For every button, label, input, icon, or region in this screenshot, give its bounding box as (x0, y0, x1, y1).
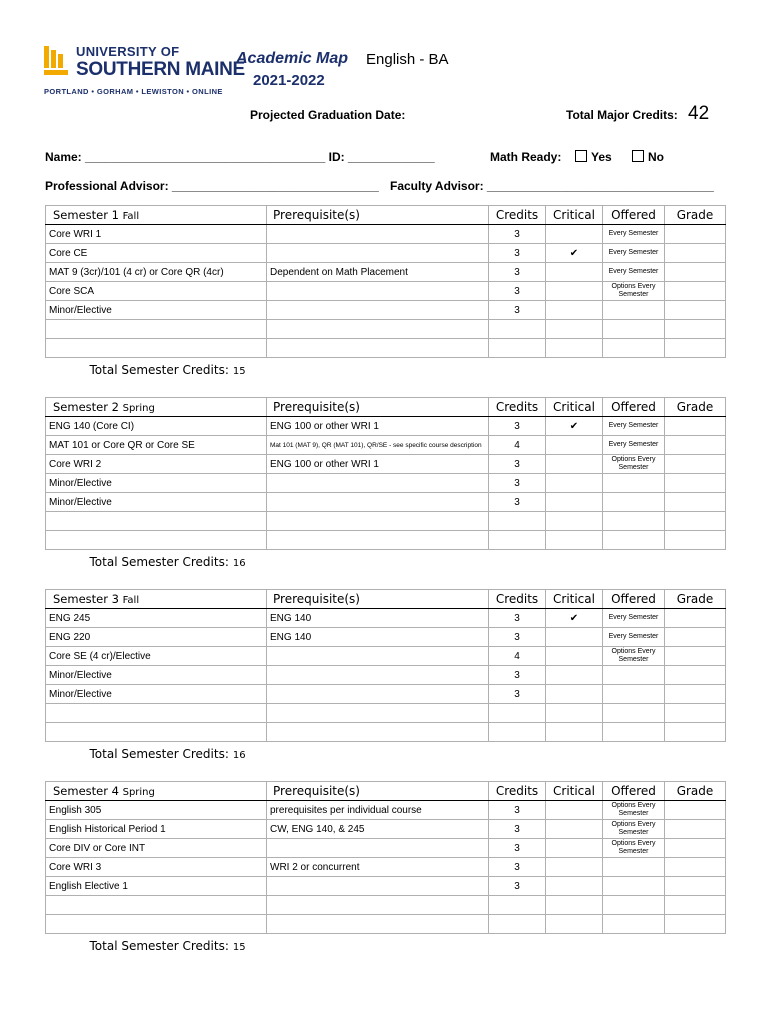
course-critical[interactable] (546, 493, 603, 512)
course-row (46, 839, 726, 858)
course-credits[interactable]: 3 (489, 858, 546, 877)
grade-header: Grade (665, 206, 726, 225)
course-critical[interactable] (546, 225, 603, 244)
course-grade[interactable] (665, 339, 726, 358)
course-offered[interactable] (603, 474, 665, 493)
course-name[interactable]: Minor/Elective (46, 685, 267, 704)
course-offered[interactable] (603, 877, 665, 896)
course-offered[interactable]: Every Semester (603, 436, 665, 455)
course-grade[interactable] (665, 628, 726, 647)
course-prereq[interactable]: WRI 2 or concurrent (267, 858, 489, 877)
course-credits[interactable] (489, 339, 546, 358)
course-name[interactable]: MAT 9 (3cr)/101 (4 cr) or Core QR (4cr) (46, 263, 267, 282)
course-credits[interactable]: 3 (489, 685, 546, 704)
course-name[interactable]: Core WRI 3 (46, 858, 267, 877)
course-name[interactable]: Minor/Elective (46, 666, 267, 685)
course-grade[interactable] (665, 647, 726, 666)
total-semester-credits-value: 16 (232, 558, 246, 569)
course-name[interactable]: English Elective 1 (46, 877, 267, 896)
course-critical[interactable]: ✔ (546, 417, 603, 436)
course-critical[interactable] (546, 282, 603, 301)
course-prereq[interactable] (267, 493, 489, 512)
course-name[interactable]: Minor/Elective (46, 493, 267, 512)
course-grade[interactable] (665, 531, 726, 550)
math-ready-yes[interactable] (575, 150, 612, 164)
course-grade[interactable] (665, 877, 726, 896)
credits-header: Credits (489, 398, 546, 417)
course-credits[interactable]: 3 (489, 839, 546, 858)
course-row (46, 896, 726, 915)
prereq-header: Prerequisite(s) (267, 590, 489, 609)
course-offered[interactable]: Every Semester (603, 609, 665, 628)
offered-header: Offered (603, 398, 665, 417)
course-grade[interactable] (665, 858, 726, 877)
course-offered[interactable]: Options Every Semester (603, 282, 665, 301)
course-name[interactable]: Core WRI 1 (46, 225, 267, 244)
course-grade[interactable] (665, 915, 726, 934)
projected-grad-label: Projected Graduation Date: (250, 108, 406, 122)
grade-header: Grade (665, 782, 726, 801)
course-offered[interactable] (603, 915, 665, 934)
course-name[interactable]: ENG 245 (46, 609, 267, 628)
course-prereq[interactable]: ENG 140 (267, 628, 489, 647)
course-row (46, 915, 726, 934)
course-critical[interactable] (546, 723, 603, 742)
course-prereq[interactable] (267, 531, 489, 550)
course-critical[interactable] (546, 839, 603, 858)
course-credits[interactable]: 4 (489, 436, 546, 455)
total-semester-credits-label: Total Semester Credits: (89, 747, 229, 761)
course-prereq[interactable] (267, 896, 489, 915)
prereq-header: Prerequisite(s) (267, 398, 489, 417)
course-grade[interactable] (665, 820, 726, 839)
course-name[interactable] (46, 723, 267, 742)
course-critical[interactable] (546, 647, 603, 666)
course-name[interactable]: ENG 140 (Core CI) (46, 417, 267, 436)
course-offered[interactable] (603, 896, 665, 915)
course-grade[interactable] (665, 685, 726, 704)
course-critical[interactable] (546, 301, 603, 320)
course-prereq[interactable]: CW, ENG 140, & 245 (267, 820, 489, 839)
course-name[interactable]: Core SCA (46, 282, 267, 301)
total-semester-credits-value: 16 (232, 750, 246, 761)
semester-label: Semester 1 (53, 208, 119, 222)
course-credits[interactable] (489, 896, 546, 915)
semester-total-row (46, 742, 726, 764)
course-offered[interactable]: Options Every Semester (603, 647, 665, 666)
critical-header: Critical (546, 206, 603, 225)
course-row (46, 244, 726, 263)
math-ready-no[interactable] (632, 150, 664, 164)
total-major-credits-value: 42 (688, 103, 710, 124)
course-grade[interactable] (665, 417, 726, 436)
course-prereq[interactable] (267, 339, 489, 358)
course-row (46, 493, 726, 512)
course-offered[interactable] (603, 704, 665, 723)
course-row (46, 704, 726, 723)
course-offered[interactable]: Options Every Semester (603, 839, 665, 858)
course-name[interactable] (46, 896, 267, 915)
course-prereq[interactable]: Mat 101 (MAT 9), QR (MAT 101), QR/SE - see specific course description (267, 436, 489, 455)
no-checkbox[interactable] (632, 150, 644, 162)
course-credits[interactable]: 4 (489, 647, 546, 666)
course-credits[interactable]: 3 (489, 609, 546, 628)
course-grade[interactable] (665, 512, 726, 531)
course-name[interactable]: English Historical Period 1 (46, 820, 267, 839)
semester-label: Semester 3 (53, 592, 119, 606)
course-offered[interactable] (603, 723, 665, 742)
course-offered[interactable] (603, 858, 665, 877)
course-grade[interactable] (665, 493, 726, 512)
course-credits[interactable]: 3 (489, 225, 546, 244)
course-credits[interactable] (489, 723, 546, 742)
course-critical[interactable] (546, 474, 603, 493)
course-critical[interactable] (546, 666, 603, 685)
course-prereq[interactable] (267, 685, 489, 704)
course-prereq[interactable] (267, 647, 489, 666)
semester-total-row (46, 358, 726, 380)
course-row (46, 282, 726, 301)
name-id-line[interactable]: Name: ____________________________________ ID: _____________ (45, 150, 435, 164)
course-name[interactable]: Core WRI 2 (46, 455, 267, 474)
semester-3-table (45, 589, 726, 763)
course-critical[interactable] (546, 512, 603, 531)
course-row (46, 820, 726, 839)
math-ready-label: Math Ready: (490, 150, 562, 164)
course-row (46, 685, 726, 704)
course-credits[interactable] (489, 512, 546, 531)
course-name[interactable]: Core DIV or Core INT (46, 839, 267, 858)
course-row (46, 263, 726, 282)
total-semester-credits-label: Total Semester Credits: (89, 939, 229, 953)
course-grade[interactable] (665, 609, 726, 628)
course-critical[interactable] (546, 628, 603, 647)
course-grade[interactable] (665, 455, 726, 474)
course-prereq[interactable] (267, 877, 489, 896)
grade-header: Grade (665, 590, 726, 609)
course-grade[interactable] (665, 225, 726, 244)
course-critical[interactable] (546, 320, 603, 339)
usm-logo-icon (44, 46, 68, 80)
course-prereq[interactable] (267, 915, 489, 934)
course-name[interactable] (46, 512, 267, 531)
total-semester-credits-value: 15 (232, 366, 246, 377)
course-credits[interactable] (489, 320, 546, 339)
course-grade[interactable] (665, 282, 726, 301)
course-credits[interactable] (489, 915, 546, 934)
critical-header: Critical (546, 782, 603, 801)
course-row (46, 858, 726, 877)
course-row (46, 301, 726, 320)
semester-term: Spring (122, 787, 155, 798)
semester-term: Fall (122, 595, 140, 606)
total-semester-credits-label: Total Semester Credits: (89, 363, 229, 377)
logo-southern-maine: SOUTHERN MAINE (76, 59, 245, 80)
course-prereq[interactable]: Dependent on Math Placement (267, 263, 489, 282)
program-name: English - BA (366, 51, 449, 68)
course-critical[interactable] (546, 455, 603, 474)
course-grade[interactable] (665, 839, 726, 858)
prereq-header: Prerequisite(s) (267, 206, 489, 225)
course-credits[interactable]: 3 (489, 417, 546, 436)
course-critical[interactable]: ✔ (546, 244, 603, 263)
course-prereq[interactable] (267, 282, 489, 301)
course-critical[interactable] (546, 877, 603, 896)
course-critical[interactable] (546, 820, 603, 839)
course-grade[interactable] (665, 301, 726, 320)
course-offered[interactable] (603, 512, 665, 531)
course-row (46, 723, 726, 742)
course-critical[interactable] (546, 915, 603, 934)
course-grade[interactable] (665, 704, 726, 723)
course-offered[interactable] (603, 301, 665, 320)
course-critical[interactable] (546, 685, 603, 704)
credits-header: Credits (489, 782, 546, 801)
critical-header: Critical (546, 590, 603, 609)
semester-title (46, 590, 267, 609)
course-credits[interactable]: 3 (489, 666, 546, 685)
course-row (46, 647, 726, 666)
critical-header: Critical (546, 398, 603, 417)
course-offered[interactable] (603, 531, 665, 550)
course-name[interactable] (46, 704, 267, 723)
yes-checkbox[interactable] (575, 150, 587, 162)
semester-total-row (46, 934, 726, 956)
course-credits[interactable]: 3 (489, 801, 546, 820)
course-name[interactable]: ENG 220 (46, 628, 267, 647)
course-row (46, 339, 726, 358)
course-prereq[interactable] (267, 320, 489, 339)
course-prereq[interactable]: ENG 100 or other WRI 1 (267, 455, 489, 474)
course-credits[interactable]: 3 (489, 493, 546, 512)
course-prereq[interactable]: ENG 100 or other WRI 1 (267, 417, 489, 436)
course-offered[interactable] (603, 339, 665, 358)
course-offered[interactable]: Options Every Semester (603, 820, 665, 839)
grade-header: Grade (665, 398, 726, 417)
course-row (46, 609, 726, 628)
course-credits[interactable]: 3 (489, 474, 546, 493)
course-offered[interactable]: Every Semester (603, 244, 665, 263)
course-prereq[interactable] (267, 723, 489, 742)
course-credits[interactable]: 3 (489, 282, 546, 301)
semester-1-table (45, 205, 726, 379)
course-offered[interactable]: Options Every Semester (603, 801, 665, 820)
course-critical[interactable] (546, 858, 603, 877)
course-name[interactable]: English 305 (46, 801, 267, 820)
course-name[interactable]: MAT 101 or Core QR or Core SE (46, 436, 267, 455)
course-offered[interactable]: Every Semester (603, 628, 665, 647)
course-critical[interactable] (546, 263, 603, 282)
course-credits[interactable]: 3 (489, 820, 546, 839)
course-critical[interactable] (546, 801, 603, 820)
course-name[interactable] (46, 339, 267, 358)
course-prereq[interactable] (267, 301, 489, 320)
logo-university-of: UNIVERSITY OF (76, 44, 180, 59)
course-offered[interactable]: Options Every Semester (603, 455, 665, 474)
course-offered[interactable]: Every Semester (603, 417, 665, 436)
semester-4-table (45, 781, 726, 955)
course-credits[interactable]: 3 (489, 263, 546, 282)
course-credits[interactable]: 3 (489, 877, 546, 896)
course-critical[interactable] (546, 704, 603, 723)
course-name[interactable]: Minor/Elective (46, 301, 267, 320)
course-prereq[interactable] (267, 666, 489, 685)
course-prereq[interactable] (267, 839, 489, 858)
course-name[interactable]: Minor/Elective (46, 474, 267, 493)
no-label: No (648, 150, 664, 164)
course-credits[interactable] (489, 704, 546, 723)
course-row (46, 474, 726, 493)
total-major-credits-label: Total Major Credits: (566, 108, 678, 122)
logo-cities: PORTLAND • GORHAM • LEWISTON • ONLINE (44, 87, 223, 96)
semester-title (46, 206, 267, 225)
course-row (46, 666, 726, 685)
offered-header: Offered (603, 206, 665, 225)
course-credits[interactable] (489, 531, 546, 550)
semester-term: Spring (122, 403, 155, 414)
credits-header: Credits (489, 206, 546, 225)
course-row (46, 417, 726, 436)
course-offered[interactable] (603, 666, 665, 685)
course-critical[interactable] (546, 339, 603, 358)
semester-total-row (46, 550, 726, 572)
course-name[interactable] (46, 915, 267, 934)
semester-term: Fall (122, 211, 140, 222)
course-credits[interactable]: 3 (489, 628, 546, 647)
course-offered[interactable] (603, 493, 665, 512)
course-row (46, 801, 726, 820)
offered-header: Offered (603, 590, 665, 609)
course-credits[interactable]: 3 (489, 455, 546, 474)
course-offered[interactable]: Every Semester (603, 225, 665, 244)
course-row (46, 512, 726, 531)
course-prereq[interactable] (267, 704, 489, 723)
credits-header: Credits (489, 590, 546, 609)
course-prereq[interactable] (267, 244, 489, 263)
course-name[interactable]: Core SE (4 cr)/Elective (46, 647, 267, 666)
semester-title (46, 782, 267, 801)
course-grade[interactable] (665, 666, 726, 685)
course-grade[interactable] (665, 320, 726, 339)
course-grade[interactable] (665, 263, 726, 282)
course-row (46, 628, 726, 647)
course-row (46, 436, 726, 455)
course-prereq[interactable] (267, 512, 489, 531)
course-grade[interactable] (665, 436, 726, 455)
course-row (46, 531, 726, 550)
course-name[interactable] (46, 531, 267, 550)
course-critical[interactable] (546, 436, 603, 455)
semester-label: Semester 2 (53, 400, 119, 414)
page-title: Academic Map (236, 50, 349, 67)
semester-2-table (45, 397, 726, 571)
course-critical[interactable]: ✔ (546, 609, 603, 628)
course-critical[interactable] (546, 531, 603, 550)
course-grade[interactable] (665, 723, 726, 742)
course-prereq[interactable]: prerequisites per individual course (267, 801, 489, 820)
total-semester-credits-value: 15 (232, 942, 246, 953)
yes-label: Yes (591, 150, 612, 164)
total-semester-credits-label: Total Semester Credits: (89, 555, 229, 569)
course-row (46, 455, 726, 474)
course-grade[interactable] (665, 474, 726, 493)
course-offered[interactable] (603, 320, 665, 339)
course-grade[interactable] (665, 896, 726, 915)
course-credits[interactable]: 3 (489, 301, 546, 320)
semester-label: Semester 4 (53, 784, 119, 798)
course-name[interactable] (46, 320, 267, 339)
course-prereq[interactable] (267, 474, 489, 493)
course-grade[interactable] (665, 801, 726, 820)
course-offered[interactable]: Every Semester (603, 263, 665, 282)
professional-advisor-line[interactable]: Professional Advisor: _______________________________ (45, 179, 379, 193)
academic-year: 2021-2022 (253, 72, 325, 89)
prereq-header: Prerequisite(s) (267, 782, 489, 801)
course-name[interactable]: Core CE (46, 244, 267, 263)
course-offered[interactable] (603, 685, 665, 704)
course-critical[interactable] (546, 896, 603, 915)
course-row (46, 877, 726, 896)
offered-header: Offered (603, 782, 665, 801)
course-row (46, 225, 726, 244)
semester-title (46, 398, 267, 417)
course-grade[interactable] (665, 244, 726, 263)
course-prereq[interactable]: ENG 140 (267, 609, 489, 628)
course-row (46, 320, 726, 339)
faculty-advisor-line[interactable]: Faculty Advisor: __________________________________ (390, 179, 714, 193)
course-credits[interactable]: 3 (489, 244, 546, 263)
course-prereq[interactable] (267, 225, 489, 244)
